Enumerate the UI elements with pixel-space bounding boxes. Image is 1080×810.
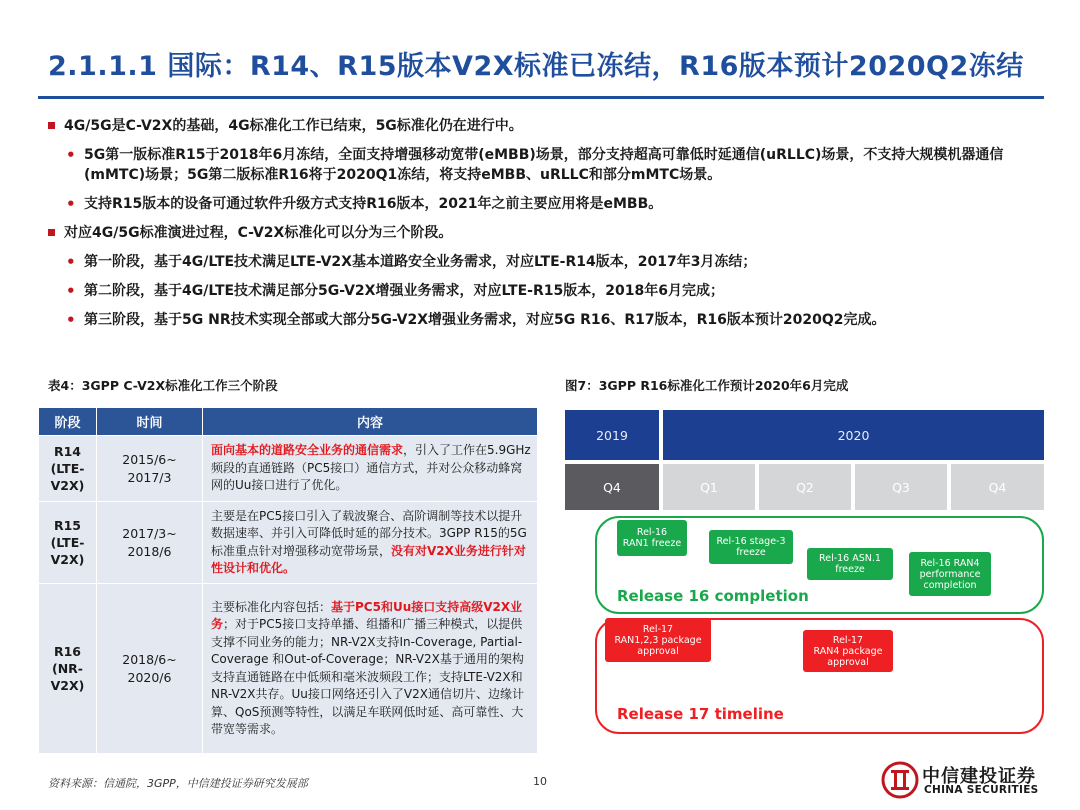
- content-text: ，引入了工作在5.9GHz频段的直通链路（PC5接口）通信方式，并对公众移动蜂窝网的Uu接口进行了优化。: [211, 443, 531, 493]
- table-caption: 表4：3GPP C-V2X标准化工作三个阶段: [48, 378, 278, 393]
- year-label-2019: 2019: [565, 410, 659, 460]
- bullet-item: • 第三阶段，基于5G NR技术实现全部或大部分5G-V2X增强业务需求，对应5G R16、R17版本，R16版本预计2020Q2完成。: [48, 310, 1044, 330]
- bullet-item: • 5G第一版标准R15于2018年6月冻结，全面支持增强移动宽带(eMBB)场景，部分支持超高可靠低时延通信(uRLLC)场景，不支持大规模机器通信(mMTC)场景；5G第二版标准R16将于2020Q1冻结，将支持eMBB、uRLLC和部分mMTC场景。: [48, 145, 1044, 185]
- title-divider: [38, 96, 1044, 99]
- content-cell: [203, 502, 538, 584]
- time-cell: 2017/3~ 2018/6: [97, 502, 203, 584]
- stage-cell: R15 (LTE- V2X): [39, 502, 97, 584]
- logo-text-en: CHINA SECURITIES: [924, 784, 1039, 796]
- quarter-label: Q3: [855, 464, 947, 510]
- quarter-label: Q1: [663, 464, 755, 510]
- bullet-item: • 第一阶段，基于4G/LTE技术满足LTE-V2X基本道路安全业务需求，对应LTE-R14版本，2017年3月冻结；: [48, 252, 1044, 272]
- stage-cell: R14 (LTE- V2X): [39, 436, 97, 502]
- milestone-rel16-ran4: Rel-16 RAN4 performance completion: [909, 552, 991, 596]
- quarter-label: Q4: [951, 464, 1044, 510]
- page-title: 2.1.1.1 国际：R14、R15版本V2X标准已冻结，R16版本预计2020Q2冻结: [48, 51, 1024, 82]
- content-cell: [203, 584, 538, 754]
- content-cell: [203, 436, 538, 502]
- page-number: 10: [533, 775, 547, 788]
- table-header-stage: 阶段: [39, 408, 97, 436]
- bullet-item: • 第二阶段，基于4G/LTE技术满足部分5G-V2X增强业务需求，对应LTE-R15版本，2018年6月完成；: [48, 281, 1044, 301]
- logo-text-cn: 中信建投证券: [922, 766, 1036, 787]
- stage-cell: R16 (NR- V2X): [39, 584, 97, 754]
- content-text: 主要是在PC5接口引入了载波聚合、高阶调制等技术以提升数据速率、并引入可降低时延的部分技术。3GPP R15的5G标准重点针对增强移动宽带场景，: [211, 508, 527, 558]
- release17-label: Release 17 timeline: [617, 705, 784, 723]
- milestone-rel16-ran1: Rel-16 RAN1 freeze: [617, 520, 687, 556]
- milestone-rel16-asn1: Rel-16 ASN.1 freeze: [807, 548, 893, 580]
- content-text: ；对于PC5接口支持单播、组播和广播三种模式，以提供支撑不同业务的能力；NR-V2X支持In-Coverage, Partial-Coverage 和Out-of-Coverage；NR-V2X基于通用的架构支持直通链路在中低频和毫米波频段工作；支持LTE-V2X和NR-V2X共存。Uu接口网络还引入了V2X通信切片、边缘计算、QoS预测等特性，以满足车联网低时延、高可靠性、大带宽等需求。: [211, 617, 524, 736]
- bullet-list: [48, 116, 1044, 339]
- time-cell: 2015/6~ 2017/3: [97, 436, 203, 502]
- milestone-rel16-stage3: Rel-16 stage-3 freeze: [709, 530, 793, 564]
- table-header-time: 时间: [97, 408, 203, 436]
- bullet-item: 4G/5G是C-V2X的基础，4G标准化工作已结束，5G标准化仍在进行中。: [48, 116, 1044, 136]
- content-highlight: 基于PC5和Uu接口支持高级V2X业务: [211, 599, 523, 631]
- content-text: 主要标准化内容包括：: [211, 599, 332, 614]
- quarter-label: Q4: [565, 464, 659, 510]
- content-highlight: 面向基本的道路安全业务的通信需求: [211, 443, 404, 458]
- bullet-item: • 支持R15版本的设备可通过软件升级方式支持R16版本，2021年之前主要应用将是eMBB。: [48, 194, 1044, 214]
- table-row: [39, 436, 538, 502]
- bullet-item: 对应4G/5G标准演进过程，C-V2X标准化可以分为三个阶段。: [48, 223, 1044, 243]
- time-cell: 2018/6~ 2020/6: [97, 584, 203, 754]
- table-header-content: 内容: [203, 408, 538, 436]
- stages-table: [38, 407, 538, 754]
- milestone-rel17-ran123: Rel-17 RAN1,2,3 package approval: [605, 618, 711, 662]
- source-note: 资料来源：信通院，3GPP，中信建投证券研究发展部: [48, 777, 308, 790]
- quarter-label: Q2: [759, 464, 851, 510]
- table-row: [39, 502, 538, 584]
- release16-label: Release 16 completion: [617, 587, 809, 605]
- table-header-row: [39, 408, 538, 436]
- year-label-2020: 2020: [663, 410, 1044, 460]
- company-logo: [880, 760, 1045, 802]
- content-highlight: 没有对V2X业务进行针对性设计和优化。: [211, 543, 526, 575]
- table-row: [39, 584, 538, 754]
- citic-emblem-icon: [880, 760, 920, 800]
- figure-caption: 图7：3GPP R16标准化工作预计2020年6月完成: [565, 378, 849, 393]
- r16-timeline-figure: [565, 410, 1044, 755]
- milestone-rel17-ran4: Rel-17 RAN4 package approval: [803, 630, 893, 672]
